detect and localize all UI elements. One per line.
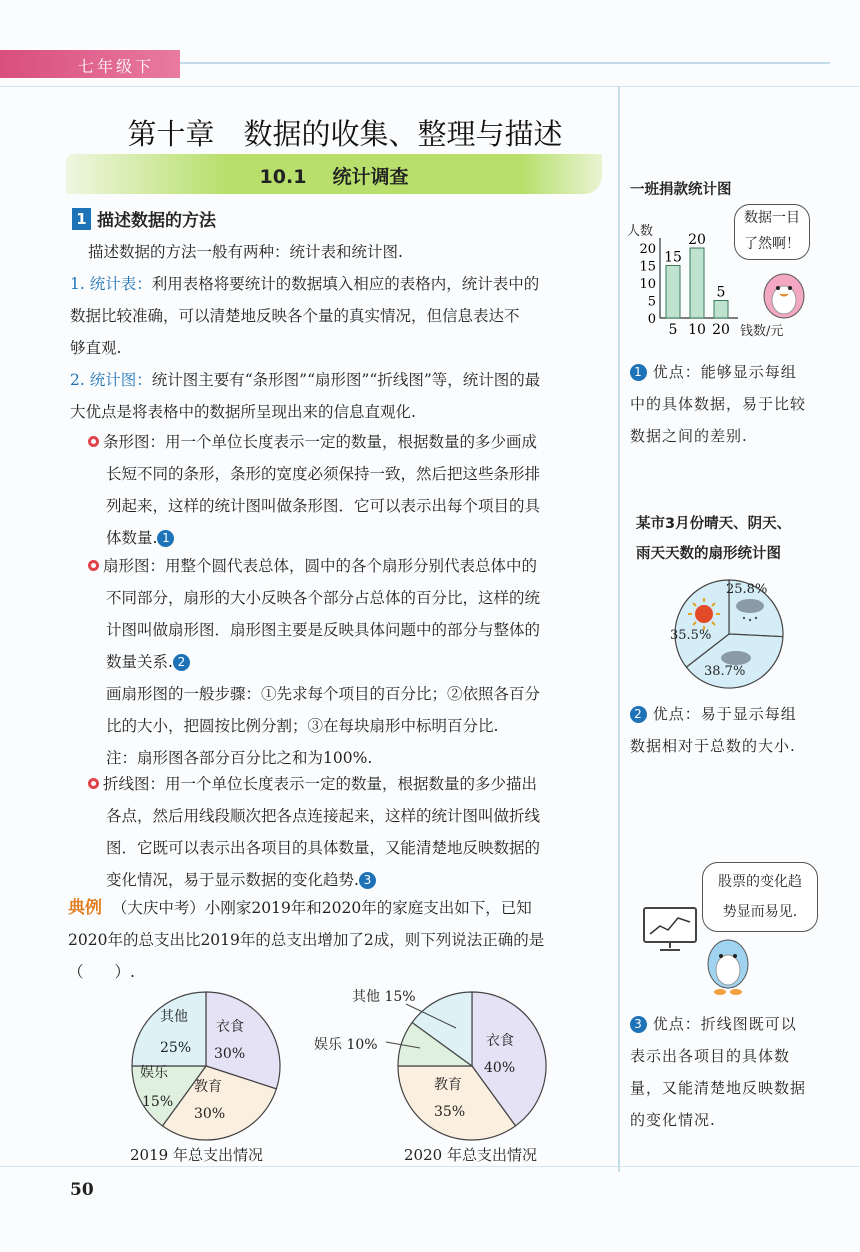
note-line: 的变化情况. (630, 1111, 716, 1129)
bullet-icon (88, 436, 99, 447)
item1-line: 够直观. (70, 339, 122, 357)
line-line: 变化情况，易于显示数据的变化趋势. (106, 871, 359, 889)
section-title: 统计调查 (332, 166, 409, 188)
x-tick-label: 10 (688, 322, 706, 338)
header-line (180, 62, 830, 64)
cloud-icon (721, 651, 751, 665)
bar-value-label: 5 (716, 284, 726, 301)
pie2019-label: 30% (194, 1106, 226, 1122)
penguin-icon (756, 262, 812, 322)
line-line: 各点，然后用线段顺次把各点连接起来，这样的统计图叫做折线 (106, 807, 541, 825)
bullet-icon (88, 778, 99, 789)
bar (666, 266, 680, 319)
monitor-chart-icon (640, 904, 700, 954)
y-tick-label: 10 (639, 277, 656, 292)
bullet-icon (88, 560, 99, 571)
note-line: 量，又能清楚地反映数据 (630, 1079, 807, 1097)
bar-chart-title: 一班捐款统计图 (630, 182, 732, 198)
bar (690, 248, 704, 318)
pie2019-label: 娱乐 (140, 1065, 168, 1081)
note-marker-3: 3 (630, 1016, 647, 1033)
pie-chart-desc (88, 550, 612, 774)
x-tick-label: 5 (668, 322, 678, 338)
ref-marker-3: 3 (359, 872, 376, 889)
bubble-text: 势显而易见. (722, 904, 798, 920)
y-tick-label: 5 (647, 294, 656, 310)
note-line: 中的具体数据，易于比较 (630, 395, 807, 413)
speech-bubble (702, 862, 818, 932)
example-line: 2020年的总支出比2019年的总支出增加了2成，则下列说法正确的是 (68, 931, 545, 949)
y-tick-label: 20 (639, 242, 656, 257)
weather-pct: 35.5% (670, 628, 712, 643)
pie2019-label: 25% (160, 1040, 192, 1056)
grade-tab: 七年级下 (0, 50, 180, 78)
weather-pct: 38.7% (704, 664, 746, 679)
item-statistic-table (70, 268, 610, 364)
note-1 (630, 356, 822, 452)
pie-line: 计图叫做扇形图．扇形图主要是反映具体问题中的部分与整体的 (106, 621, 541, 639)
example-question (68, 892, 614, 988)
note-3 (630, 1008, 822, 1136)
steps-line: 画扇形图的一般步骤：①先求每个项目的百分比；②依照各百分 (106, 685, 541, 703)
pie2020-caption: 2020 年总支出情况 (404, 1146, 537, 1164)
line-line: 图．它既可以表示出各项目的具体数量，又能清楚地反映数据的 (106, 839, 541, 857)
note-line: 优点：易于显示每组 (652, 705, 797, 723)
item2-line: 统计图主要有“条形图”“扇形图”“折线图”等，统计图的最 (151, 371, 541, 389)
note-line: 优点：折线图既可以 (652, 1015, 797, 1033)
pie-chart-title: 某市3月份晴天、阴天、 (636, 516, 792, 532)
bar-value-label: 15 (664, 249, 682, 266)
speech-bubble (734, 204, 810, 260)
pie-line: 扇形图：用整个圆代表总体，圆中的各个扇形分别代表总体中的 (103, 557, 538, 575)
steps-line: 比的大小，把圆按比例分割；③在每块扇形中标明百分比. (106, 717, 499, 735)
x-tick-label: 20 (712, 322, 730, 338)
note-line: 数据之间的差别. (630, 427, 748, 445)
margin-divider (618, 86, 620, 1172)
bar-line: 条形图：用一个单位长度表示一定的数量，根据数量的多少画成 (103, 433, 538, 451)
pie2019-label: 30% (214, 1046, 246, 1062)
bar-x-label: 钱数/元 (740, 324, 784, 339)
item1-line: 利用表格将要统计的数据填入相应的表格内，统计表中的 (151, 275, 540, 293)
bar-chart-marks (639, 232, 738, 338)
pie2020-label: 40% (484, 1060, 516, 1076)
bar-value-label: 20 (688, 232, 706, 248)
example-line: （ ）. (68, 963, 135, 981)
ruled-line (0, 86, 860, 87)
pie2019-label: 教育 (194, 1079, 222, 1095)
topic-heading (72, 206, 216, 231)
topic-title: 描述数据的方法 (97, 211, 216, 231)
example-line: （大庆中考）小刚家2019年和2020年的家庭支出如下，已知 (111, 899, 532, 917)
note-2 (630, 698, 822, 762)
pie2020-label: 其他 15% (352, 989, 416, 1005)
item-statistic-chart (70, 364, 610, 428)
note-line: 优点：能够显示每组 (652, 363, 797, 381)
note-line: 数据相对于总数的大小. (630, 737, 796, 755)
bubble-text: 股票的变化趋 (718, 874, 802, 890)
bar-line: 列起来，这样的统计图叫做条形图．它可以表示出每个项目的具 (106, 497, 541, 515)
pie2019-label: 衣食 (216, 1019, 244, 1035)
pie2020-label: 娱乐 10% (314, 1037, 378, 1053)
page-number: 50 (70, 1180, 94, 1200)
bar (714, 301, 728, 319)
section-banner (66, 154, 602, 194)
note-line: 注：扇形图各部分百分比之和为100%. (106, 749, 373, 767)
item2-label: 2. 统计图： (70, 371, 152, 389)
chapter-title: 第十章 数据的收集、整理与描述 (127, 117, 563, 151)
pie2019-label: 其他 (160, 1009, 188, 1025)
item2-line: 大优点是将表格中的数据所呈现出来的信息直观化. (70, 403, 416, 421)
item1-line: 数据比较准确，可以清楚地反映各个量的真实情况，但信息表达不 (70, 307, 520, 325)
section-number: 10.1 (259, 166, 307, 188)
pie2019-caption: 2019 年总支出情况 (130, 1146, 263, 1164)
pie2020-label: 教育 (434, 1077, 462, 1093)
line-chart-desc (88, 768, 612, 896)
pie-line: 数量关系. (106, 653, 173, 671)
pie2019-label: 15% (142, 1094, 174, 1110)
note-line: 表示出各项目的具体数 (630, 1047, 791, 1065)
line-line: 折线图：用一个单位长度表示一定的数量，根据数量的多少描出 (103, 775, 538, 793)
ref-marker-2: 2 (173, 654, 190, 671)
ruled-line (0, 1166, 860, 1167)
pie2020-label: 衣食 (486, 1033, 514, 1049)
topic-number: 1 (72, 208, 91, 230)
bar-line: 体数量. (106, 529, 158, 547)
y-tick-label: 0 (647, 312, 656, 327)
weather-pct: 25.8% (726, 582, 768, 597)
example-label: 典例 (68, 898, 102, 918)
bar-chart-desc (88, 426, 612, 554)
bubble-text: 数据一目 (744, 210, 800, 226)
item1-label: 1. 统计表： (70, 275, 152, 293)
bubble-text: 了然啊！ (744, 236, 800, 252)
pie2020-label: 35% (434, 1104, 466, 1120)
note-marker-2: 2 (630, 706, 647, 723)
pie-chart-title: 雨天天数的扇形统计图 (636, 546, 781, 562)
penguin-icon (700, 934, 756, 998)
ref-marker-1: 1 (157, 530, 174, 547)
leader-lines (380, 994, 490, 1064)
bar-line: 长短不同的条形，条形的宽度必须保持一致，然后把这些条形排 (106, 465, 541, 483)
y-tick-label: 15 (639, 259, 656, 275)
intro-text: 描述数据的方法一般有两种：统计表和统计图. (88, 243, 403, 261)
bar-y-label: 人数 (627, 224, 654, 239)
pie-line: 不同部分，扇形的大小反映各个部分占总体的百分比，这样的统 (106, 589, 541, 607)
note-marker-1: 1 (630, 364, 647, 381)
